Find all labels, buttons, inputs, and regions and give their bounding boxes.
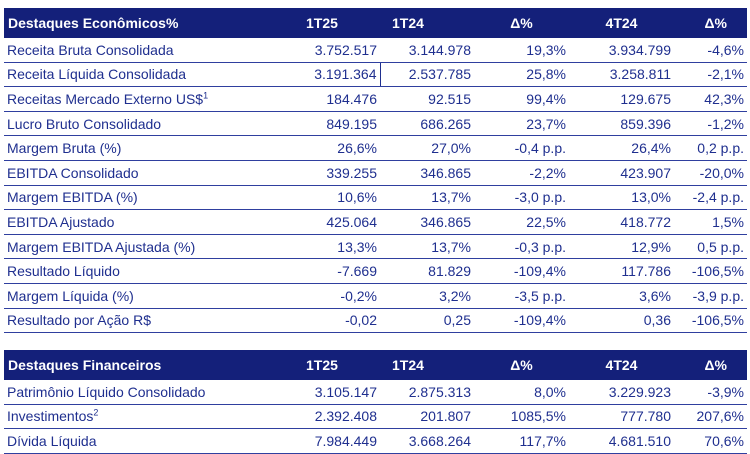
value-cell: -0,3 p.p. xyxy=(474,234,569,259)
value-cell: 117,7% xyxy=(474,429,569,454)
value-cell: 99,4% xyxy=(474,87,569,112)
value-cell: 13,7% xyxy=(380,185,474,210)
value-cell: 346.865 xyxy=(380,160,474,185)
value-cell: 859.396 xyxy=(569,111,674,136)
value-cell: -3,5 p.p. xyxy=(474,283,569,308)
value-cell: -106,5% xyxy=(674,308,747,333)
table-row xyxy=(4,259,747,284)
value-cell: -0,2% xyxy=(294,283,380,308)
column-header: 1T24 xyxy=(380,8,474,38)
value-cell: 92.515 xyxy=(380,87,474,112)
row-label: Lucro Bruto Consolidado xyxy=(7,115,162,132)
row-label: Receitas Mercado Externo US$ xyxy=(7,90,204,107)
value-cell: 22,5% xyxy=(474,210,569,235)
row-label-cell xyxy=(4,210,294,235)
column-header: 1T24 xyxy=(380,350,474,380)
value-cell: 42,3% xyxy=(674,87,747,112)
economic-header xyxy=(4,8,747,38)
value-cell: 3.752.517 xyxy=(294,38,380,62)
row-label-cell xyxy=(4,185,294,210)
table-row xyxy=(4,210,747,235)
footnote-marker: 1 xyxy=(203,90,209,101)
value-cell: -1,2% xyxy=(674,111,747,136)
value-cell: 7.984.449 xyxy=(294,429,380,454)
value-cell: -109,4% xyxy=(474,259,569,284)
value-cell: 849.195 xyxy=(294,111,380,136)
value-cell: -3,9% xyxy=(674,380,747,404)
column-header: 4T24 xyxy=(569,350,674,380)
value-cell: -2,4 p.p. xyxy=(674,185,747,210)
row-label-cell xyxy=(4,111,294,136)
row-label-cell xyxy=(4,404,294,429)
value-cell: 0,36 xyxy=(569,308,674,333)
row-label: EBITDA Consolidado xyxy=(7,164,139,181)
value-cell: 0,5 p.p. xyxy=(674,234,747,259)
value-cell: 3.191.364 xyxy=(294,62,380,87)
table-row xyxy=(4,185,747,210)
row-label: Receita Líquida Consolidada xyxy=(7,66,187,83)
column-header: Δ% xyxy=(474,350,569,380)
economic-body xyxy=(4,38,747,333)
table-row xyxy=(4,380,747,404)
value-cell: -2,2% xyxy=(474,160,569,185)
financial-body xyxy=(4,380,747,453)
financial-highlights-table xyxy=(4,350,747,454)
value-cell: 2.537.785 xyxy=(380,62,474,87)
value-cell: -0,02 xyxy=(294,308,380,333)
row-label-cell xyxy=(4,38,294,62)
value-cell: 3.668.264 xyxy=(380,429,474,454)
table-title: Destaques Financeiros xyxy=(4,350,294,380)
economic-highlights-table xyxy=(4,8,747,333)
value-cell: 23,7% xyxy=(474,111,569,136)
value-cell: 339.255 xyxy=(294,160,380,185)
value-cell: -3,0 p.p. xyxy=(474,185,569,210)
value-cell: 12,9% xyxy=(569,234,674,259)
value-cell: 10,6% xyxy=(294,185,380,210)
row-label: Margem Líquida (%) xyxy=(7,287,134,304)
row-label: Margem EBITDA Ajustada (%) xyxy=(7,238,196,255)
table-title: Destaques Econômicos% xyxy=(4,8,294,38)
value-cell: 0,25 xyxy=(380,308,474,333)
row-label: Investimentos xyxy=(7,408,94,425)
row-label: Resultado Líquido xyxy=(7,263,120,280)
row-label-cell xyxy=(4,160,294,185)
value-cell: 26,6% xyxy=(294,136,380,161)
value-cell: 2.875.313 xyxy=(380,380,474,404)
table-row xyxy=(4,136,747,161)
value-cell: 3.105.147 xyxy=(294,380,380,404)
table-row xyxy=(4,160,747,185)
value-cell: 129.675 xyxy=(569,87,674,112)
row-label: Margem Bruta (%) xyxy=(7,140,122,157)
value-cell: 117.786 xyxy=(569,259,674,284)
table-row xyxy=(4,404,747,429)
value-cell: -106,5% xyxy=(674,259,747,284)
value-cell: 3.144.978 xyxy=(380,38,474,62)
column-header: Δ% xyxy=(674,350,747,380)
table-row xyxy=(4,308,747,333)
value-cell: 2.392.408 xyxy=(294,404,380,429)
value-cell: 3.229.923 xyxy=(569,380,674,404)
table-row xyxy=(4,87,747,112)
value-cell: 3.258.811 xyxy=(569,62,674,87)
table-row xyxy=(4,38,747,62)
value-cell: 1,5% xyxy=(674,210,747,235)
value-cell: 777.780 xyxy=(569,404,674,429)
row-label-cell xyxy=(4,259,294,284)
value-cell: 423.907 xyxy=(569,160,674,185)
value-cell: 25,8% xyxy=(474,62,569,87)
value-cell: 0,2 p.p. xyxy=(674,136,747,161)
row-label-cell xyxy=(4,380,294,404)
row-label: Resultado por Ação R$ xyxy=(7,312,151,329)
value-cell: 13,3% xyxy=(294,234,380,259)
value-cell: -7.669 xyxy=(294,259,380,284)
row-label: EBITDA Ajustado xyxy=(7,213,115,230)
value-cell: 4.681.510 xyxy=(569,429,674,454)
value-cell: 207,6% xyxy=(674,404,747,429)
row-label: Patrimônio Líquido Consolidado xyxy=(7,383,206,400)
row-label-cell xyxy=(4,308,294,333)
value-cell: 19,3% xyxy=(474,38,569,62)
value-cell: -0,4 p.p. xyxy=(474,136,569,161)
table-row xyxy=(4,234,747,259)
value-cell: 8,0% xyxy=(474,380,569,404)
financial-header xyxy=(4,350,747,380)
value-cell: 70,6% xyxy=(674,429,747,454)
value-cell: 81.829 xyxy=(380,259,474,284)
value-cell: -109,4% xyxy=(474,308,569,333)
column-header: 1T25 xyxy=(294,350,380,380)
value-cell: 425.064 xyxy=(294,210,380,235)
value-cell: 3,6% xyxy=(569,283,674,308)
row-label: Dívida Líquida xyxy=(7,432,97,449)
value-cell: 3.934.799 xyxy=(569,38,674,62)
value-cell: 1085,5% xyxy=(474,404,569,429)
value-cell: -2,1% xyxy=(674,62,747,87)
value-cell: 201.807 xyxy=(380,404,474,429)
column-header: Δ% xyxy=(674,8,747,38)
value-cell: 26,4% xyxy=(569,136,674,161)
row-label: Margem EBITDA (%) xyxy=(7,189,138,206)
row-label-cell xyxy=(4,283,294,308)
value-cell: 346.865 xyxy=(380,210,474,235)
table-row xyxy=(4,111,747,136)
footnote-marker: 2 xyxy=(93,407,99,418)
value-cell: 686.265 xyxy=(380,111,474,136)
row-label-cell xyxy=(4,234,294,259)
table-row xyxy=(4,283,747,308)
value-cell: 418.772 xyxy=(569,210,674,235)
row-label-cell xyxy=(4,136,294,161)
value-cell: 3,2% xyxy=(380,283,474,308)
column-header: 4T24 xyxy=(569,8,674,38)
column-header: 1T25 xyxy=(294,8,380,38)
row-label: Receita Bruta Consolidada xyxy=(7,41,174,58)
value-cell: 13,0% xyxy=(569,185,674,210)
row-label-cell xyxy=(4,62,294,87)
value-cell: 27,0% xyxy=(380,136,474,161)
value-cell: -4,6% xyxy=(674,38,747,62)
table-row xyxy=(4,62,747,87)
value-cell: -3,9 p.p. xyxy=(674,283,747,308)
column-header: Δ% xyxy=(474,8,569,38)
value-cell: -20,0% xyxy=(674,160,747,185)
value-cell: 13,7% xyxy=(380,234,474,259)
value-cell: 184.476 xyxy=(294,87,380,112)
row-label-cell xyxy=(4,87,294,112)
